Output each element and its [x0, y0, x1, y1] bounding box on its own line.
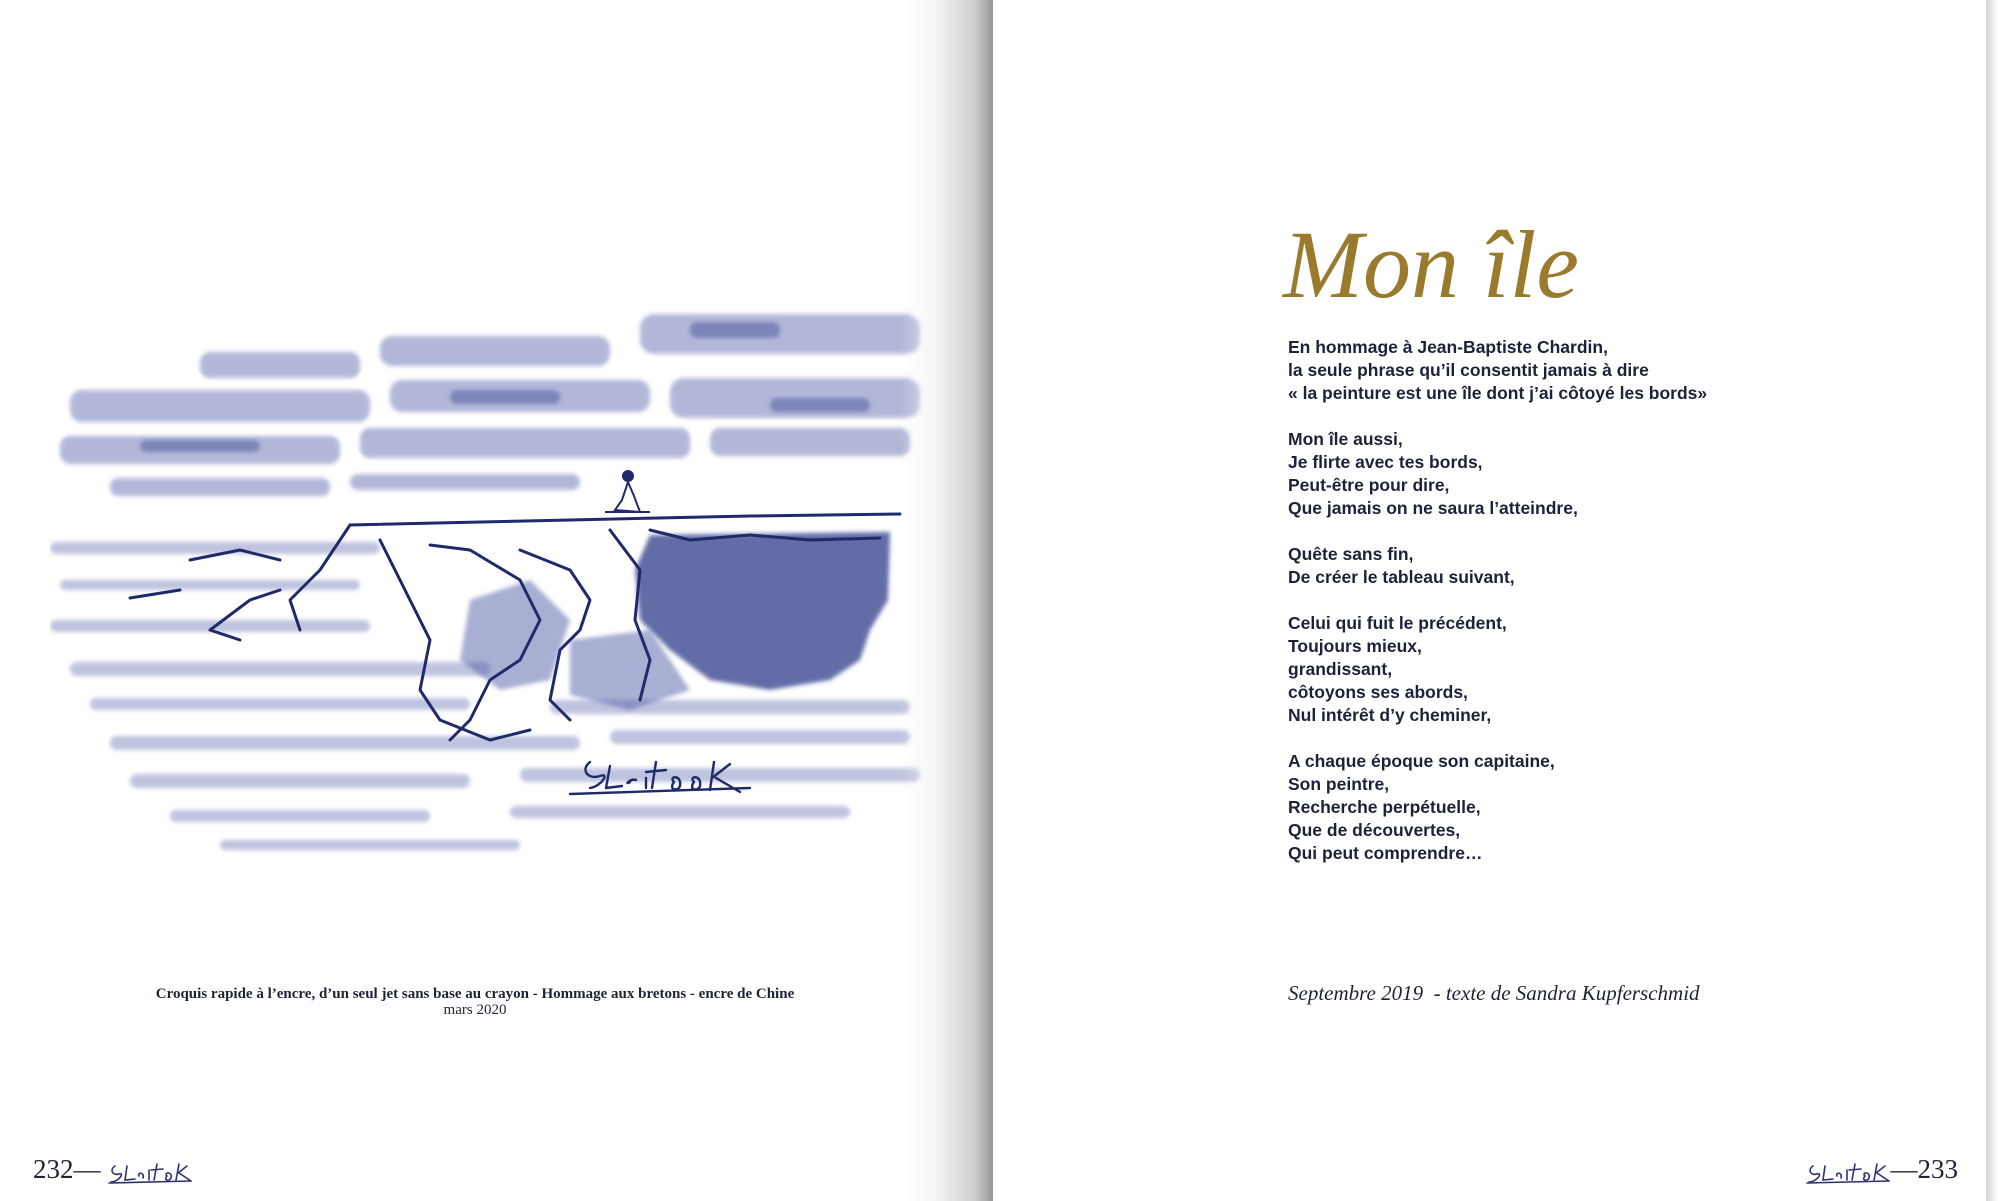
poem-line: côtoyons ses abords,: [1288, 682, 1468, 702]
figure-on-cliff: [605, 471, 650, 512]
page-number: 232: [33, 1154, 74, 1184]
poem-line: Son peintre,: [1288, 774, 1390, 794]
page-number-right: [1805, 1154, 1959, 1186]
poem-line: Je flirte avec tes bords,: [1288, 452, 1483, 472]
poem-title: Mon île: [1283, 211, 1579, 318]
poem-line: Que jamais on ne saura l’atteindre,: [1288, 498, 1578, 518]
binding-shadow: [900, 0, 1000, 1201]
stanza: [1288, 612, 1707, 727]
poem-line: A chaque époque son capitaine,: [1288, 751, 1555, 771]
stanza: [1288, 543, 1707, 589]
caption-date: mars 2020: [443, 1002, 507, 1018]
right-page: [993, 0, 1998, 1201]
stanza: [1288, 336, 1707, 405]
signature-logo: [1805, 1158, 1891, 1186]
caption-text: Croquis rapide à l’encre, d’un seul jet sans base au crayon - Hommage aux bretons - encre de Chine: [155, 986, 795, 1002]
binding-shadow-right: [1986, 0, 1998, 1201]
left-page: [0, 0, 993, 1201]
poem-line: Nul intérêt d’y cheminer,: [1288, 705, 1492, 725]
signature-logo: [107, 1158, 193, 1186]
poem-credit: Septembre 2019 - texte de Sandra Kupferschmid: [1288, 981, 1700, 1005]
poem-line: Que de découvertes,: [1288, 820, 1461, 840]
page-number-dash: —: [73, 1154, 101, 1184]
page-number: 233: [1917, 1154, 1958, 1184]
poem-line: Toujours mieux,: [1288, 636, 1422, 656]
poem-line: Qui peut comprendre…: [1288, 843, 1483, 863]
poem-line: Quête sans fin,: [1288, 544, 1414, 564]
poem-line: De créer le tableau suivant,: [1288, 567, 1515, 587]
poem-line: « la peinture est une île dont j’ai côtoyé les bords»: [1288, 383, 1708, 403]
poem-line: Celui qui fuit le précédent,: [1288, 613, 1507, 633]
stanza: [1288, 428, 1707, 520]
poem-line: En hommage à Jean-Baptiste Chardin,: [1288, 337, 1608, 357]
poem-line: Recherche perpétuelle,: [1288, 797, 1481, 817]
illustration-caption: [60, 986, 890, 1018]
poem-body: [1288, 336, 1707, 888]
poem-line: Peut-être pour dire,: [1288, 475, 1450, 495]
page-number-dash: —: [1890, 1154, 1918, 1184]
poem-line: la seule phrase qu’il consentit jamais à dire: [1288, 360, 1649, 380]
page-number-left: [33, 1154, 193, 1186]
stanza: [1288, 750, 1707, 865]
poem-line: Mon île aussi,: [1288, 429, 1403, 449]
poem-line: grandissant,: [1288, 659, 1393, 679]
ink-sketch-illustration: [50, 300, 940, 860]
